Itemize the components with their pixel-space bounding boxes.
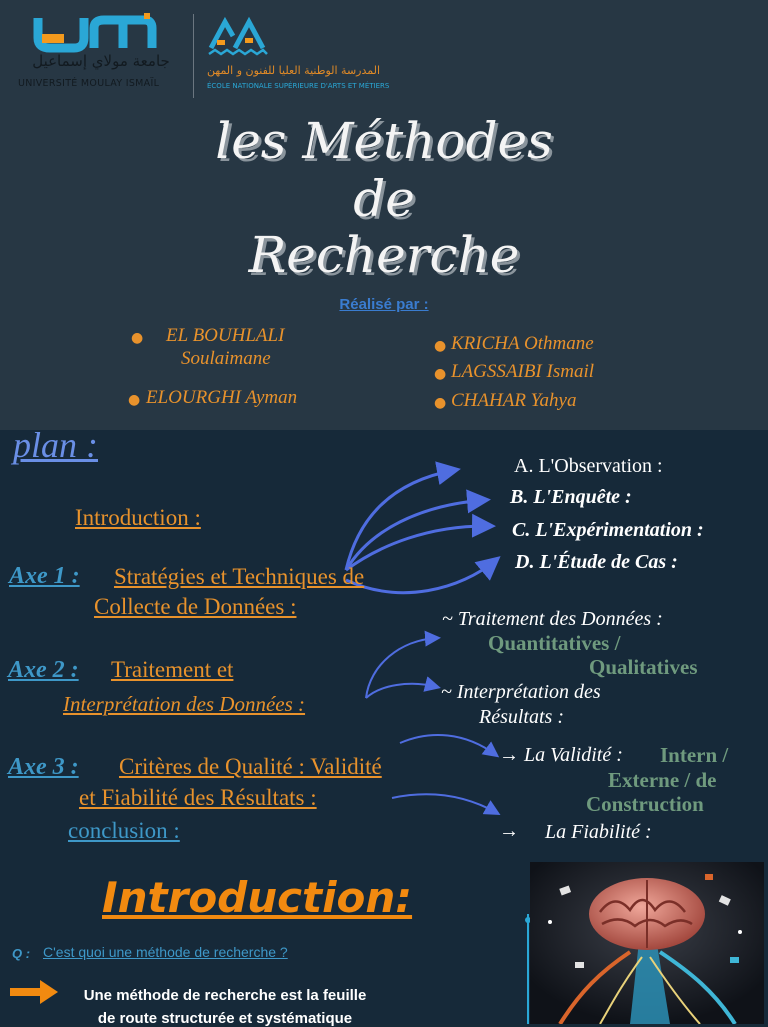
axe-1-item-etude-de-cas: D. L'Étude de Cas : [515,551,678,573]
axe-1-item-experimentation: C. L'Expérimentation : [512,519,704,541]
bullet-icon: ● [434,338,447,354]
axe-1-title-line-1[interactable]: Stratégies et Techniques de [114,564,365,589]
umi-logo [18,8,183,100]
member-name: LAGSSAIBI Ismail [451,361,595,382]
axe-1-item-enquete: B. L'Enquête : [510,486,632,508]
arrow-axe2-b [366,684,437,698]
axe-1-label[interactable]: Axe 1 : [9,563,80,589]
axe-2-item-qualitatives: Qualitatives [589,655,698,679]
arrow-axe2-a [366,638,437,698]
realise-par-label: Réalisé par : [339,296,429,313]
axe-3-title-line-2[interactable]: et Fiabilité des Résultats : [79,785,317,810]
umi-caption: UNIVERSITÉ MOULAY ISMAÏL [18,78,160,89]
answer-line-1: Une méthode de recherche est la feuille [83,987,367,1004]
bullet-icon: ● [131,330,144,346]
member-name: KRICHA Othmane [451,333,594,354]
axe-2-item-resultats: Résultats : [479,706,564,728]
axe-3-item-externe: Externe / de [608,768,717,792]
question-text: C'est quoi une méthode de recherche ? [43,944,288,960]
introduction-heading: Introduction: [102,873,413,922]
axe-2-item-interpretation: ~ Interprétation des [441,681,601,703]
plan-introduction[interactable]: Introduction : [75,505,201,530]
arrow-axe3-a [400,735,496,755]
member-name: ELOURGHI Ayman [146,387,298,408]
axe-2-label[interactable]: Axe 2 : [8,657,79,683]
arrow-axe1-c [346,526,490,570]
arrow-right-icon: → [499,820,519,842]
ensam-arabic: المدرسة الوطنية العليا للفنون و المهن [207,64,381,77]
title-section [0,0,768,430]
plan-conclusion[interactable]: conclusion : [68,818,180,843]
axe-3-item-fiabilite: La Fiabilité : [545,821,652,843]
axe-2-title-line-2[interactable]: Interprétation des Données : [63,692,306,716]
answer-line-2: de route structurée et systématique [97,1010,353,1027]
ensam-logo-graphic [207,14,269,62]
plan-title: plan : [13,425,98,465]
arrow-axe1-d [346,560,496,593]
brain-illustration [530,862,764,1024]
member-name: Soulaimane [181,348,271,369]
logo-divider [193,14,194,98]
axe-3-item-validite: → La Validité : [499,744,623,766]
axe-1-title-line-2[interactable]: Collecte de Données : [94,594,297,619]
axe-2-item-traitement: ~ Traitement des Données : [442,608,663,630]
member-name: EL BOUHLALI [166,325,285,346]
axe-1-item-observation: A. L'Observation : [514,455,663,477]
page-title-line-2: de [353,170,415,228]
axe-3-item-intern: Intern / [660,743,729,767]
question-label: Q : [12,946,31,961]
page-title-line-1: les Méthodes [215,112,553,170]
axe-2-item-quantitatives: Quantitatives / [488,631,621,655]
axe-3-label[interactable]: Axe 3 : [8,754,79,780]
ensam-caption: ÉCOLE NATIONALE SUPÉRIEURE D'ARTS ET MÉTIERS [207,82,390,90]
umi-arabic: جامعة مولاي إسماعيل [32,52,170,70]
ensam-logo [205,12,405,98]
bullet-icon: ● [434,366,447,382]
axe-3-item-construction: Construction [586,792,704,816]
bullet-icon: ● [434,395,447,411]
arrow-axe3-b [392,794,497,813]
axe-2-title-line-1[interactable]: Traitement et [111,657,234,682]
arrow-right-icon [8,978,60,1006]
member-name: CHAHAR Yahya [451,390,577,411]
axe-3-title-line-1[interactable]: Critères de Qualité : Validité [119,754,382,779]
bullet-icon: ● [128,392,141,408]
page-title-line-3: Recherche [248,226,520,284]
arrow-axe1-a [346,470,455,570]
